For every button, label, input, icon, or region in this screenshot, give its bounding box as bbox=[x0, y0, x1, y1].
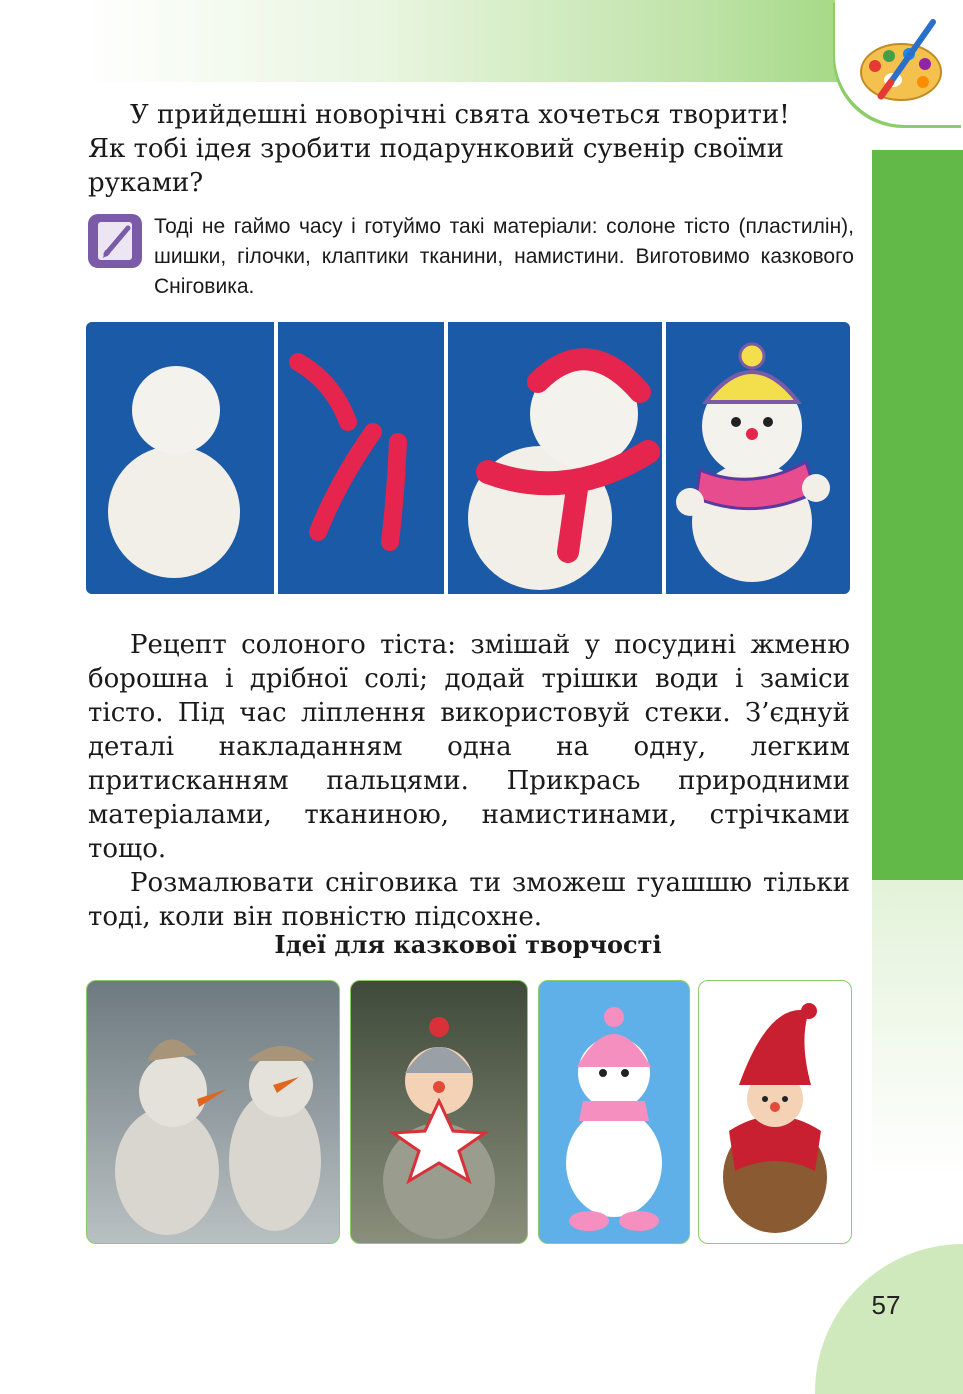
step-2-panel bbox=[278, 322, 444, 594]
intro-line-3: руками? bbox=[88, 168, 204, 198]
step-1-panel bbox=[86, 322, 274, 594]
pink-snowman-icon bbox=[539, 981, 689, 1243]
idea-tile-2 bbox=[350, 980, 528, 1244]
side-bar-fade bbox=[872, 880, 963, 1180]
steps-photo-strip bbox=[86, 322, 850, 594]
idea-tile-3 bbox=[538, 980, 690, 1244]
page-number: 57 bbox=[871, 1290, 901, 1320]
painted-snowman-icon bbox=[666, 322, 850, 594]
intro-line-1: У прийдешні новорічні свята хочеться творити! bbox=[130, 100, 790, 130]
top-band bbox=[80, 0, 963, 82]
side-bar bbox=[872, 150, 963, 880]
idea-tile-4 bbox=[698, 980, 852, 1244]
intro-paragraph bbox=[88, 98, 850, 200]
snowman-body-icon bbox=[86, 322, 274, 594]
clay-snowmen-icon bbox=[87, 981, 339, 1243]
scarf-hat-icon bbox=[448, 322, 662, 594]
pinecone-snowman-icon bbox=[351, 981, 527, 1243]
palette-icon bbox=[851, 10, 951, 110]
corner-badge bbox=[835, 0, 963, 125]
pencil-note-icon bbox=[88, 214, 142, 268]
step-4-panel bbox=[666, 322, 850, 594]
step-3-panel bbox=[448, 322, 662, 594]
intro-line-2: Як тобі ідея зробити подарунковий сувенір своїми bbox=[88, 134, 784, 164]
recipe-text bbox=[88, 628, 850, 934]
recipe-paragraph-1: Рецепт солоного тіста: змішай у посудині жменю борошна і дрібної солі; додай трішки води і заміси тісто. Під час ліплення використовуй стеки. З’єднуй деталі накладанням одна на одну, легким притисканням пальцями. Прикрась природними матеріалами, тканиною, намистинами, стрічками тощо. bbox=[88, 630, 850, 864]
dough-strips-icon bbox=[278, 322, 444, 594]
pinecone-gnome-icon bbox=[699, 981, 851, 1243]
idea-tile-1 bbox=[86, 980, 340, 1244]
materials-note: Тоді не гаймо часу і готуймо такі матеріали: солоне тісто (пластилін), шишки, гілочки, клаптики тканини, намистини. Виготовимо казкового Сніговика. bbox=[154, 215, 854, 298]
recipe-paragraph-2: Розмалювати сніговика ти зможеш гуашшю тільки тоді, коли він повністю підсохне. bbox=[88, 868, 850, 932]
ideas-title: Ідеї для казкової творчості bbox=[274, 930, 662, 959]
